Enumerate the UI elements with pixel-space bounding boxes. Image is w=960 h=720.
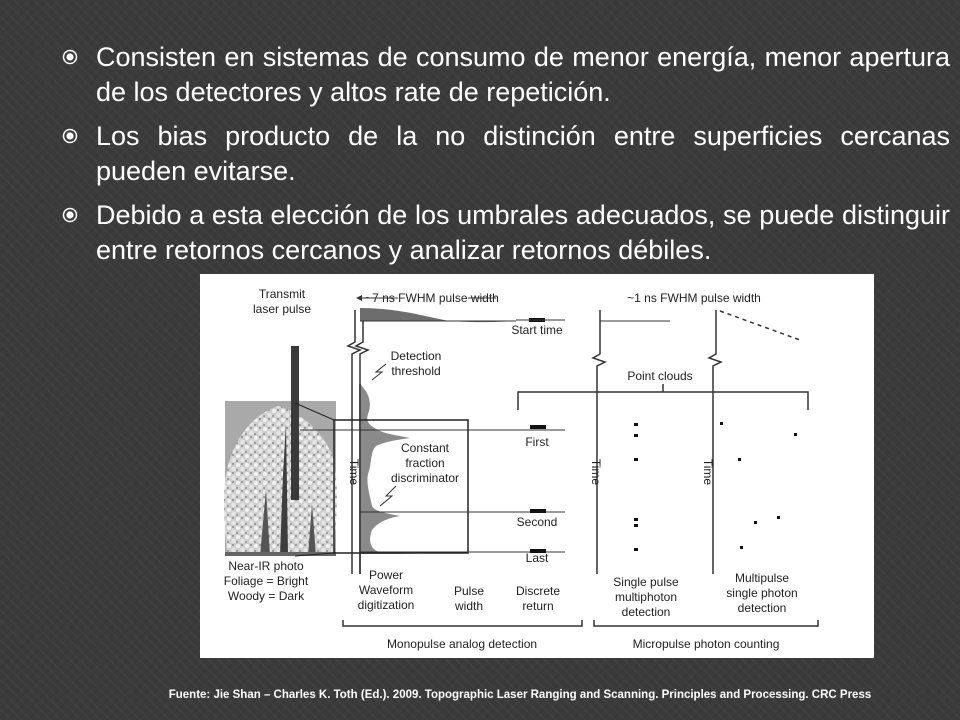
micropulse-label: Micropulse photon counting — [632, 637, 780, 651]
near-ir-photo — [224, 401, 337, 556]
power-waveform-label: Waveform — [358, 583, 414, 597]
detection-threshold-label: Detection — [390, 349, 442, 363]
discrete-return-label: return — [522, 599, 554, 613]
near-ir-label: Near-IR photo — [228, 559, 304, 573]
bullet-list — [60, 40, 950, 277]
multipulse-label: detection — [737, 601, 787, 615]
first-return-label: First — [525, 435, 549, 449]
transmit-label: Transmit — [258, 287, 306, 301]
fwhm-7ns-label: ~7 ns FWHM pulse width — [365, 291, 499, 305]
point-cloud-dots — [634, 422, 797, 551]
bullet-circle-icon — [62, 49, 78, 65]
bullet-text: Los bias producto de la no distinción entre superficies cercanas pueden evitarse. — [96, 121, 950, 186]
near-ir-label: Foliage = Bright — [223, 574, 309, 588]
single-pulse-label: multiphoton — [614, 590, 678, 604]
transmit-label: laser pulse — [252, 302, 312, 316]
single-pulse-label: Single pulse — [613, 575, 679, 589]
lidar-detection-diagram — [200, 274, 874, 658]
multipulse-label: Multipulse — [734, 571, 790, 585]
time-axis-label: Time — [701, 458, 715, 486]
cfd-label: fraction — [405, 456, 445, 470]
pulse-width-label: Pulse — [453, 584, 485, 598]
cfd-label: Constant — [400, 441, 450, 455]
near-ir-label: Woody = Dark — [227, 589, 305, 603]
time-axis-label: Time — [347, 458, 361, 486]
bullet-item — [60, 40, 950, 109]
bullet-circle-icon — [62, 207, 78, 223]
pulse-width-label: width — [454, 599, 484, 613]
detection-threshold-label: threshold — [391, 364, 441, 378]
source-caption: Fuente: Jie Shan – Charles K. Toth (Ed.). 2009. Topographic Laser Ranging and Scanning. Principles and Processing. CRC Press — [168, 689, 872, 701]
bullet-item — [60, 119, 950, 188]
second-return-label: Second — [516, 515, 558, 529]
time-axis-label: Time — [589, 458, 603, 486]
point-clouds-label: Point clouds — [627, 369, 693, 383]
monopulse-label: Monopulse analog detection — [386, 637, 538, 651]
bullet-item — [60, 198, 950, 267]
power-waveform-label: digitization — [357, 598, 415, 612]
multipulse-label: single photon — [726, 586, 798, 600]
single-pulse-label: detection — [621, 605, 671, 619]
bullet-text: Debido a esta elección de los umbrales adecuados, se puede distinguir entre retornos cercanos y analizar retornos débiles. — [96, 200, 950, 265]
transmit-pulse-bar — [291, 346, 299, 500]
start-time-label: Start time — [511, 323, 563, 337]
fwhm-1ns-label: ~1 ns FWHM pulse width — [627, 291, 761, 305]
last-return-label: Last — [525, 551, 549, 565]
bullet-circle-icon — [62, 128, 78, 144]
power-waveform-label: Power — [368, 568, 404, 582]
discrete-return-label: Discrete — [515, 584, 561, 598]
cfd-label: discriminator — [390, 471, 460, 485]
bullet-text: Consisten en sistemas de consumo de menor energía, menor apertura de los detectores y altos rate de repetición. — [96, 42, 950, 107]
